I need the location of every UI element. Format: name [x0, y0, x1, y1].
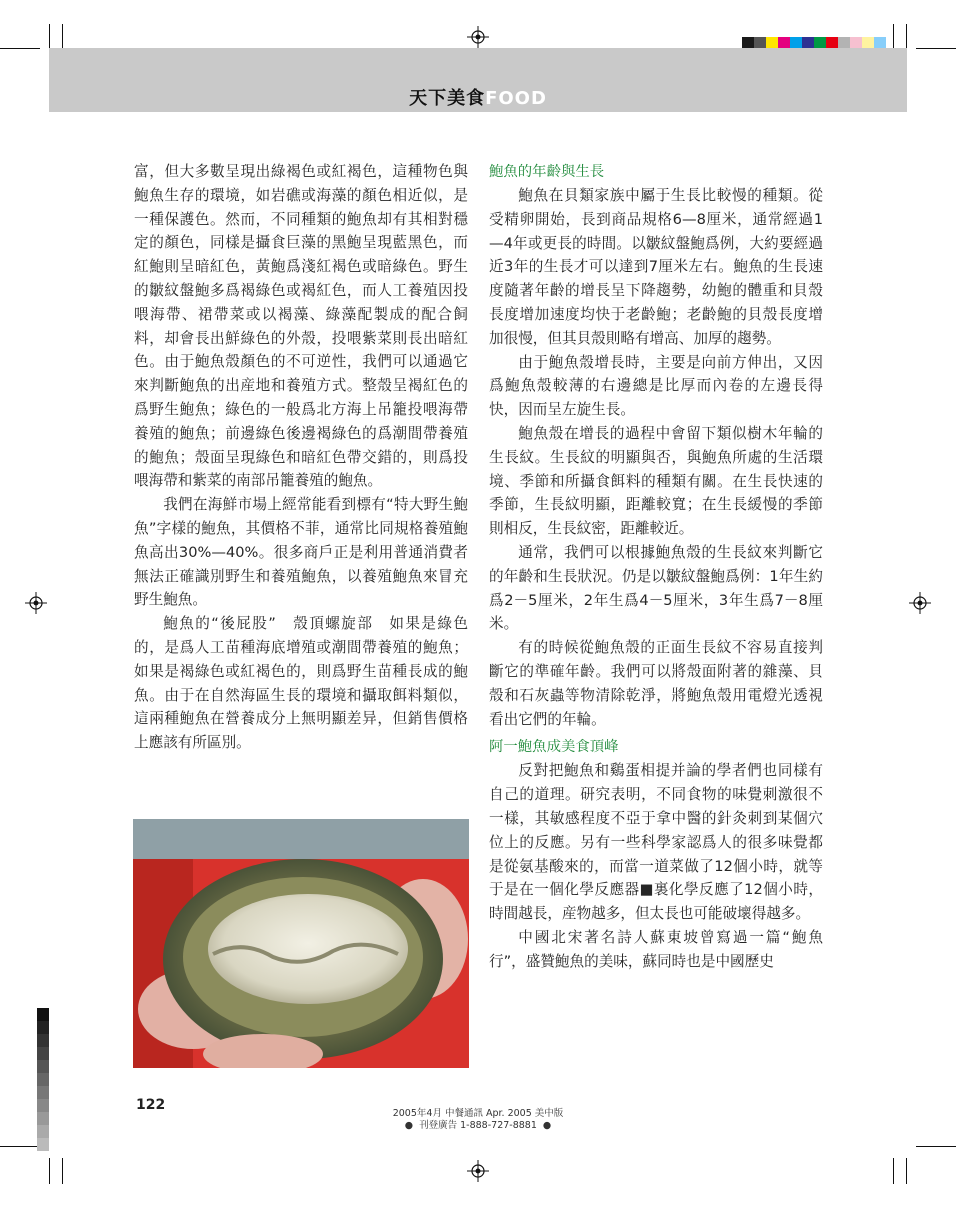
crop-mark [916, 48, 956, 49]
crop-mark [0, 48, 40, 49]
paragraph: 反對把鮑魚和鷄蛋相提并論的學者們也同樣有自己的道理。研究表明，不同食物的味覺刺激很不一樣，其敏感程度不亞于拿中醫的針灸刺到某個穴位上的反應。另有一些科學家認爲人的很多味覺都是從氨基酸來的，而當一道菜做了12個小時，就等于是在一個化學反應器■裏化學反應了12個小時，時間越長，産物越多，但太長也可能破壞得越多。 [489, 762, 823, 923]
section-heading-ah-yat: 阿一鮑魚成美食頂峰 [489, 739, 619, 756]
crop-mark [916, 1146, 956, 1147]
footer-publication-line: 2005年4月 中餐通訊 Apr. 2005 美中版 [392, 1108, 564, 1119]
registration-mark-icon [467, 1160, 489, 1182]
crop-mark [49, 1158, 50, 1184]
section-title-chinese: 天下美食 [409, 88, 486, 109]
bullet-icon: ● [536, 1120, 552, 1131]
crop-mark [906, 24, 907, 48]
section-title [0, 84, 956, 110]
paragraph: 通常，我們可以根據鮑魚殼的生長紋來判斷它的年齡和生長狀況。仍是以皺紋盤鮑爲例：1年生約爲2－5厘米，2年生爲4－5厘米，3年生爲7－8厘米。 [489, 543, 823, 633]
registration-mark-icon [25, 592, 47, 614]
gray-swatch [37, 1047, 49, 1060]
left-column [134, 160, 468, 755]
gray-swatch [37, 1008, 49, 1021]
section-heading-age-growth: 鮑魚的年齡與生長 [489, 164, 605, 180]
crop-mark [49, 24, 50, 48]
footer-ad-text: 刊登廣告 1-888-727-8881 [419, 1120, 537, 1131]
gray-swatch [37, 1021, 49, 1034]
abalone-photo [133, 819, 469, 1068]
gray-swatch [37, 1073, 49, 1086]
paragraph: 鮑魚殼在增長的過程中會留下類似樹木年輪的生長紋。生長紋的明顯與否，與鮑魚所處的生活環境、季節和所攝食餌料的種類有關。在生長快速的季節，生長紋明顯，距離較寬；在生長緩慢的季節則相反，生長紋密，距離較近。 [489, 424, 823, 538]
gray-swatch [37, 1086, 49, 1099]
crop-mark [893, 24, 894, 48]
crop-mark [0, 1146, 40, 1147]
gray-swatch [37, 1138, 49, 1151]
crop-mark [62, 1158, 63, 1184]
paragraph: 由于鮑魚殼增長時，主要是向前方伸出，又因爲鮑魚殼較薄的右邊總是比厚而內卷的左邊長得快，因而呈左旋生長。 [489, 353, 823, 419]
footer-ad-line [0, 1117, 956, 1131]
paragraph: 鮑魚在貝類家族中屬于生長比較慢的種類。從受精卵開始，長到商品規格6—8厘米，通常經過1—4年或更長的時間。以皺紋盤鮑爲例，大約要經過近3年的生長才可以達到7厘米左右。鮑魚的生長速度隨著年齡的增長呈下降趨勢，幼鮑的體重和貝殼長度增加速度均快于老齡鮑；老齡鮑的貝殼長度增加很慢，但其貝殼則略有增高、加厚的趨勢。 [489, 187, 823, 347]
registration-mark-icon [909, 592, 931, 614]
gray-swatch [37, 1034, 49, 1047]
section-title-english: FOOD [485, 88, 547, 109]
paragraph: 有的時候從鮑魚殼的正面生長紋不容易直接判斷它的準確年齡。我們可以將殼面附著的雜藻、貝殼和石灰蟲等物清除乾淨，將鮑魚殼用電燈光透視看出它們的年輪。 [489, 639, 823, 728]
gray-swatch [37, 1060, 49, 1073]
crop-mark [893, 1158, 894, 1184]
crop-mark [62, 24, 63, 48]
bullet-icon: ● [404, 1120, 420, 1131]
abalone-image [133, 819, 469, 1068]
page-number: 122 [136, 1097, 166, 1113]
registration-mark-icon [467, 26, 489, 48]
right-column [489, 160, 823, 974]
paragraph: 我們在海鮮市場上經常能看到標有“特大野生鮑魚”字樣的鮑魚，其價格不菲，通常比同規格養殖鮑魚高出30%—40%。很多商戶正是利用普通消費者無法正確識別野生和養殖鮑魚，以養殖鮑魚來冒充野生鮑魚。 [134, 496, 468, 609]
paragraph: 鮑魚的“後屁股” 殼頂螺旋部 如果是綠色的，是爲人工苗種海底增殖或潮間帶養殖的鮑魚；如果是褐綠色或紅褐色的，則爲野生苗種長成的鮑魚。由于在自然海區生長的環境和攝取餌料類似，這兩種鮑魚在營養成分上無明顯差异，但銷售價格上應該有所區別。 [134, 615, 468, 752]
crop-mark [906, 1158, 907, 1184]
paragraph: 中國北宋著名詩人蘇東坡曾寫過一篇“鮑魚行”，盛贊鮑魚的美味，蘇同時也是中國歷史 [489, 928, 823, 970]
paragraph: 富，但大多數呈現出綠褐色或紅褐色，這種物色與鮑魚生存的環境，如岩礁或海藻的顏色相近似，是一種保護色。然而，不同種類的鮑魚却有其相對穩定的顏色，同樣是攝食巨藻的黑鮑呈現藍黑色，而紅鮑則呈暗紅色，黃鮑爲淺紅褐色或暗綠色。野生的皺紋盤鮑多爲褐綠色或褐紅色，而人工養殖因投喂海帶、裙帶菜或以褐藻、綠藻配製成的配合飼料，却會長出鮮綠色的外殼，投喂紫菜則長出暗紅色。由于鮑魚殼顏色的不可逆性，我們可以通過它來判斷鮑魚的出産地和養殖方式。整殼呈褐紅色的爲野生鮑魚；綠色的一般爲北方海上吊籠投喂海帶養殖的鮑魚；前邊綠色後邊褐綠色的爲潮間帶養殖的鮑魚；殼面呈現綠色和暗紅色帶交錯的，則爲投喂海帶和紫菜的南部吊籠養殖的鮑魚。 [134, 163, 468, 490]
